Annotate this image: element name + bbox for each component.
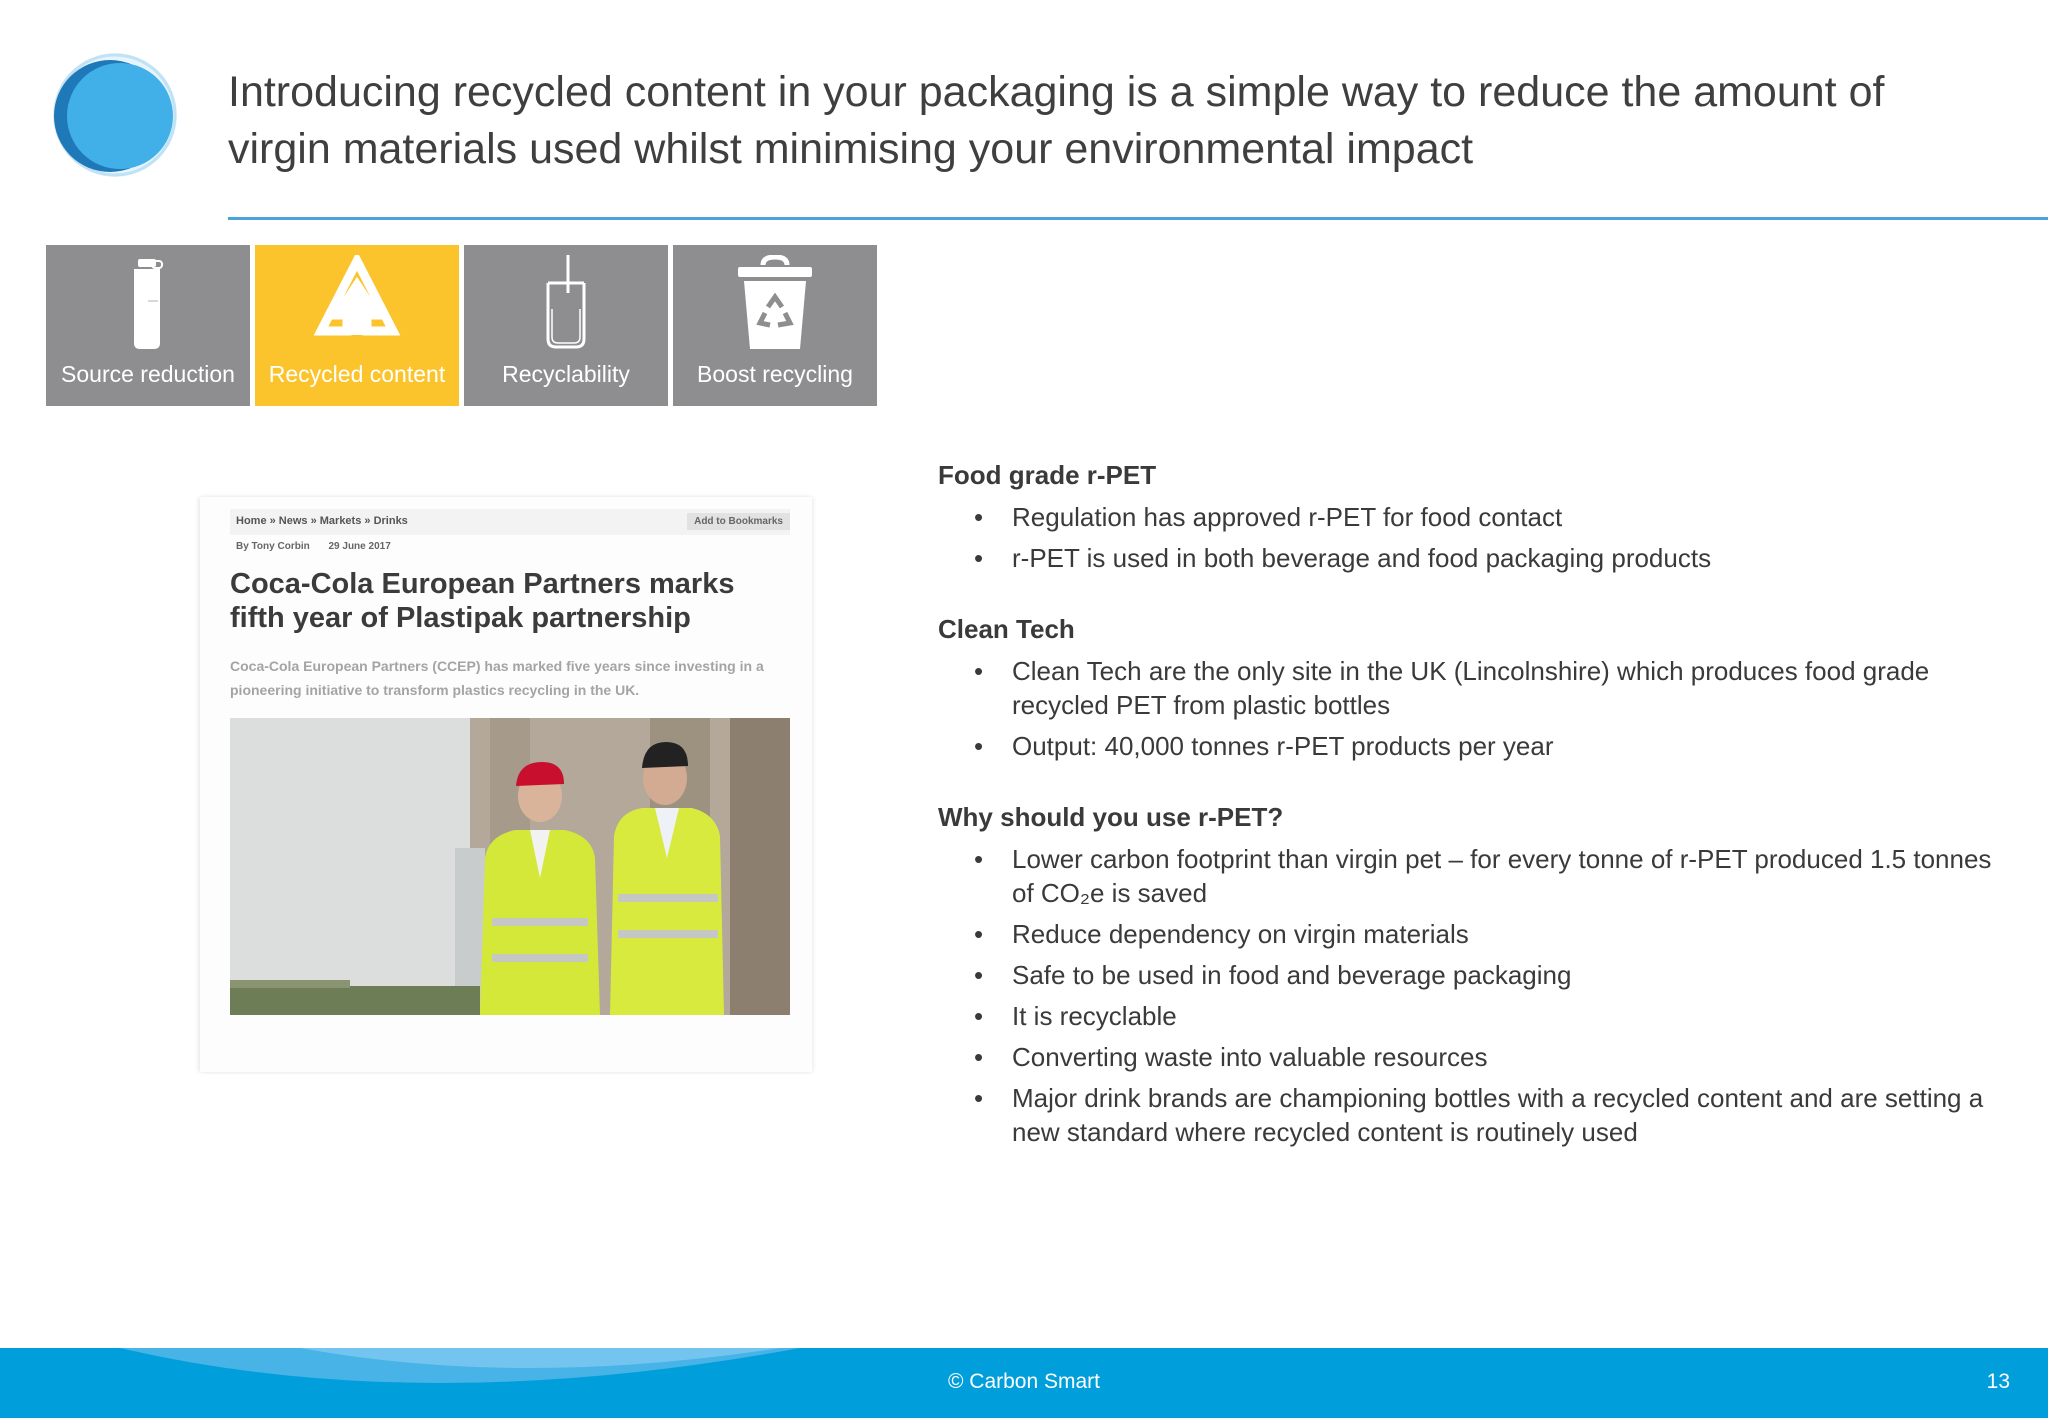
article-author: By Tony Corbin (236, 541, 310, 552)
footer-copyright: © Carbon Smart (947, 1370, 1101, 1393)
page-number: 13 (1986, 1370, 2010, 1393)
section-food-grade (938, 456, 2018, 575)
list-item: • Output: 40,000 tonnes r-PET products per year (938, 729, 2018, 763)
list-item: • Clean Tech are the only site in the UK (Lincolnshire) which produces food grade recycled PET from plastic bottles (938, 654, 2018, 722)
add-to-bookmarks-button: Add to Bookmarks (687, 513, 790, 530)
article-date: 29 June 2017 (328, 541, 391, 552)
list-item: • Safe to be used in food and beverage packaging (938, 958, 2018, 992)
tab-source-reduction[interactable] (46, 245, 250, 406)
tab-recycled-content[interactable] (255, 245, 459, 406)
recycle-triangle-icon (307, 255, 407, 355)
category-tabs (46, 245, 877, 406)
section-heading: Clean Tech (938, 614, 1075, 644)
list-item: • r-PET is used in both beverage and food packaging products (938, 541, 2018, 575)
section-why-rpet (938, 798, 2018, 1149)
list-item: • Lower carbon footprint than virgin pet – for every tonne of r-PET produced 1.5 tonnes of CO₂e is saved (938, 842, 2018, 910)
article-headline: Coca-Cola European Partners marks fifth year of Plastipak partnership (230, 568, 735, 634)
tab-label: Recyclability (502, 361, 630, 387)
article-byline (236, 541, 407, 552)
carbon-smart-logo-icon (50, 50, 180, 180)
title-divider (228, 217, 2048, 220)
footer-bar (0, 1348, 2048, 1418)
bottle-icon (118, 255, 178, 355)
section-heading: Food grade r-PET (938, 460, 1157, 490)
list-item: • Converting waste into valuable resources (938, 1040, 2018, 1074)
list-item: • Major drink brands are championing bottles with a recycled content and are setting a new standard where recycled content is routinely used (938, 1081, 2018, 1149)
list-item: • It is recyclable (938, 999, 2018, 1033)
article-photo (230, 718, 790, 1015)
recycle-bin-icon (730, 255, 820, 355)
tab-label: Recycled content (268, 361, 446, 387)
section-heading: Why should you use r-PET? (938, 802, 1284, 832)
page-title: Introducing recycled content in your packaging is a simple way to reduce the amount of virgin materials used whilst minimising your environmental impact (228, 68, 1885, 173)
tab-recyclability[interactable] (464, 245, 668, 406)
article-summary: Coca-Cola European Partners (CCEP) has marked five years since investing in a pioneering initiative to transform plastics recycling in the UK. (230, 658, 764, 698)
article-breadcrumb: Home » News » Markets » Drinks (236, 515, 408, 527)
tab-boost-recycling[interactable] (673, 245, 877, 406)
tab-label: Boost recycling (697, 361, 853, 387)
tab-label: Source reduction (61, 361, 235, 387)
list-item: • Reduce dependency on virgin materials (938, 917, 2018, 951)
list-item: • Regulation has approved r-PET for food contact (938, 500, 2018, 534)
cup-straw-icon (536, 255, 596, 355)
section-clean-tech (938, 610, 2018, 763)
content-panel (938, 456, 2018, 1184)
news-article-image (200, 497, 812, 1072)
